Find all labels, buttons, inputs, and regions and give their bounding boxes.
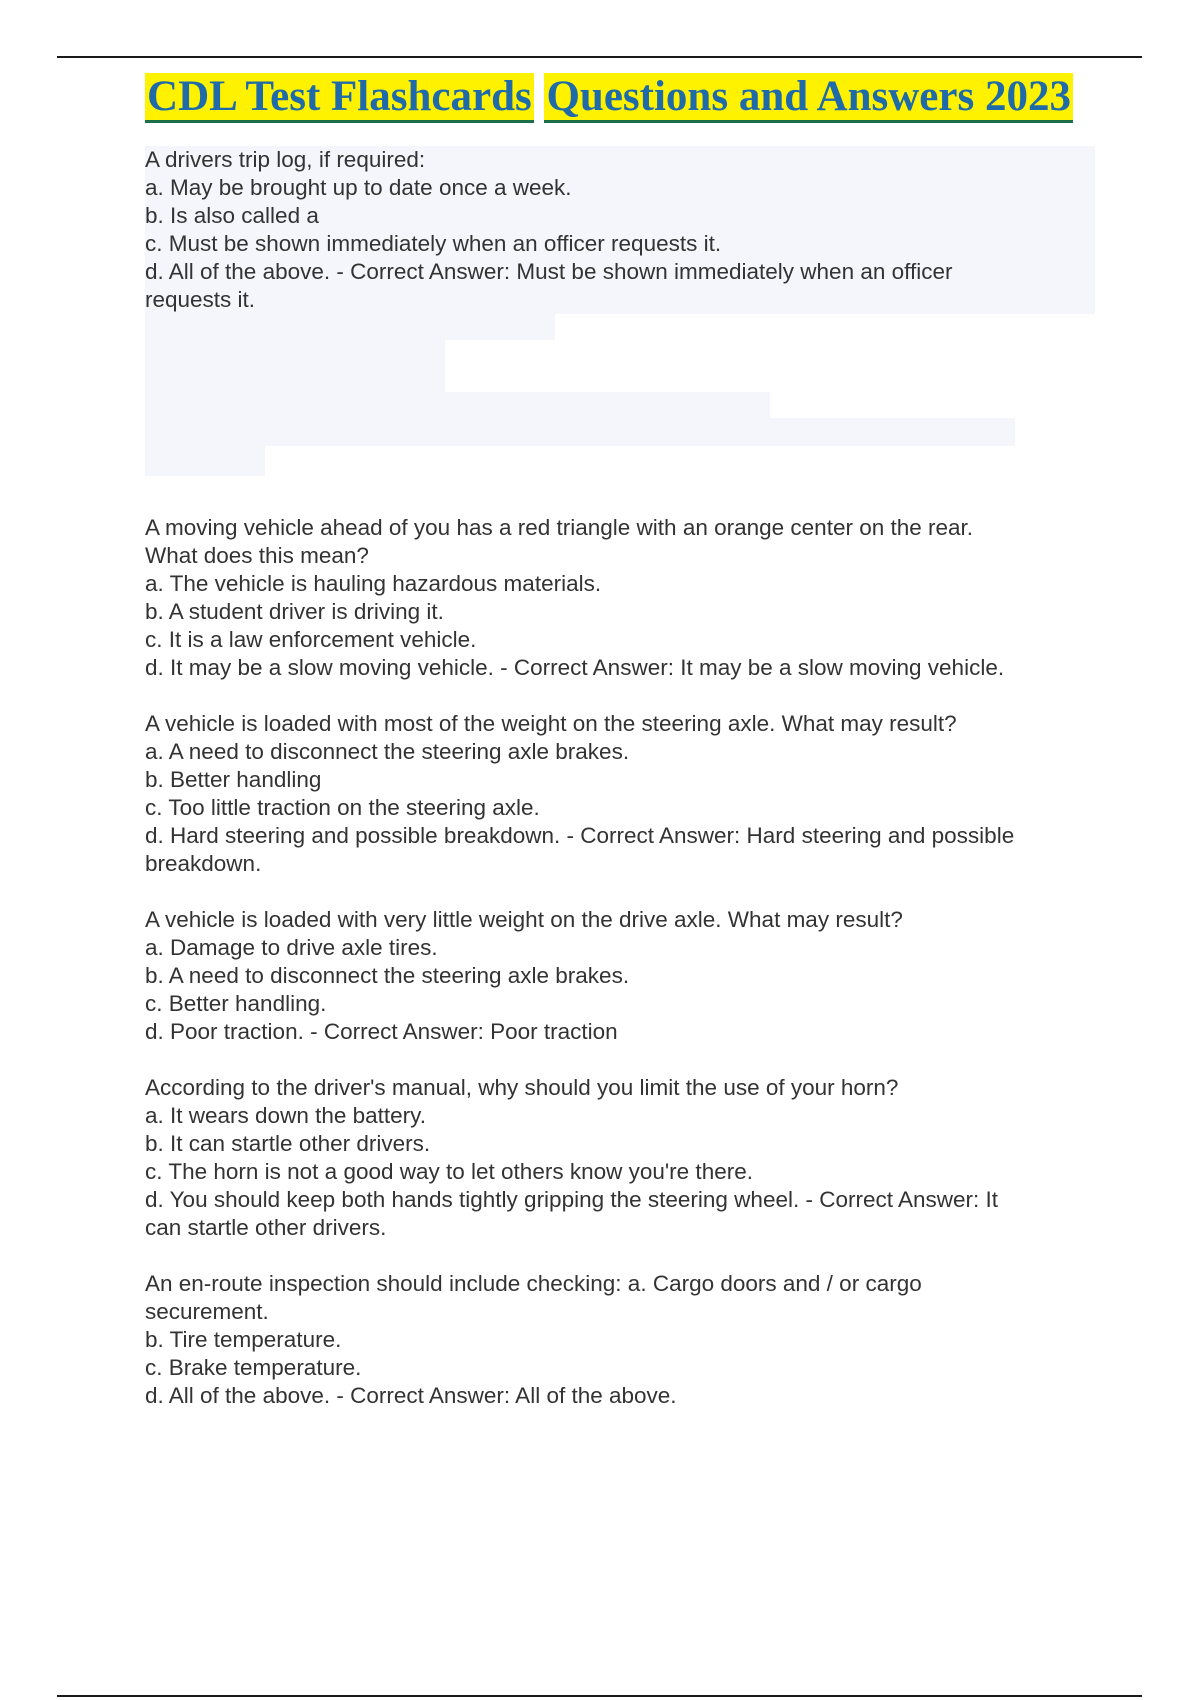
footer-rule [57, 1695, 1142, 1697]
option-c: c. It is a law enforcement vehicle. [145, 627, 477, 652]
shade-block [145, 418, 1015, 446]
question-text: An en-route inspection should include checking: a. Cargo doors and / or cargo [145, 1271, 922, 1296]
shade-block [145, 340, 445, 392]
question-text-continued: What does this mean? [145, 543, 369, 568]
option-c: c. Too little traction on the steering axle. [145, 795, 540, 820]
question-list [145, 146, 1095, 1410]
option-a: a. May be brought up to date once a week. [145, 174, 1095, 202]
question-block-6 [145, 1270, 1095, 1410]
option-b: b. Is also called a [145, 202, 1095, 230]
option-a: a. The vehicle is hauling hazardous materials. [145, 571, 602, 596]
option-b: b. A need to disconnect the steering axle brakes. [145, 963, 630, 988]
title-part-2: Questions and Answers 2023 [544, 73, 1072, 123]
shade-block [145, 392, 770, 418]
option-d-answer: d. You should keep both hands tightly gripping the steering wheel. - Correct Answer: It [145, 1187, 999, 1212]
spacer [145, 1242, 1095, 1270]
spacer [145, 1046, 1095, 1074]
question-text: A moving vehicle ahead of you has a red triangle with an orange center on the rear. [145, 515, 974, 540]
question-text-continued: securement. [145, 1299, 269, 1324]
header-rule [57, 56, 1142, 58]
option-b: b. A student driver is driving it. [145, 599, 444, 624]
spacer [145, 878, 1095, 906]
option-d-answer: d. All of the above. - Correct Answer: Must be shown immediately when an officer [145, 258, 1095, 286]
question-block-4 [145, 906, 1095, 1046]
page-title [129, 70, 1089, 124]
title-part-1: CDL Test Flashcards [145, 73, 534, 123]
answer-continued: can startle other drivers. [145, 1215, 387, 1240]
option-c: c. Better handling. [145, 991, 327, 1016]
answer-continued: requests it. [145, 286, 1095, 314]
option-d-answer: d. It may be a slow moving vehicle. - Correct Answer: It may be a slow moving vehicle. [145, 655, 1005, 680]
option-c: c. The horn is not a good way to let others know you're there. [145, 1159, 753, 1184]
option-c: c. Brake temperature. [145, 1355, 362, 1380]
shade-block [145, 446, 265, 476]
option-b: b. Tire temperature. [145, 1327, 342, 1352]
option-c: c. Must be shown immediately when an officer requests it. [145, 230, 1095, 258]
question-block-3 [145, 710, 1095, 878]
option-d-answer: d. Hard steering and possible breakdown. - Correct Answer: Hard steering and possible [145, 823, 1015, 848]
question-text: According to the driver's manual, why should you limit the use of your horn? [145, 1075, 899, 1100]
answer-continued: breakdown. [145, 851, 262, 876]
option-d-answer: d. Poor traction. - Correct Answer: Poor traction [145, 1019, 618, 1044]
option-b: b. Better handling [145, 767, 322, 792]
option-b: b. It can startle other drivers. [145, 1131, 431, 1156]
question-block-1 [145, 146, 1095, 514]
option-d-answer: d. All of the above. - Correct Answer: All of the above. [145, 1383, 677, 1408]
question-block-5 [145, 1074, 1095, 1242]
option-a: a. A need to disconnect the steering axle brakes. [145, 739, 630, 764]
question-text: A vehicle is loaded with very little weight on the drive axle. What may result? [145, 907, 903, 932]
option-a: a. It wears down the battery. [145, 1103, 426, 1128]
option-a: a. Damage to drive axle tires. [145, 935, 438, 960]
question-block-2 [145, 514, 1095, 682]
question-text: A vehicle is loaded with most of the weight on the steering axle. What may result? [145, 711, 957, 736]
spacer [145, 682, 1095, 710]
question-text: A drivers trip log, if required: [145, 146, 1095, 174]
shade-block [145, 314, 555, 340]
